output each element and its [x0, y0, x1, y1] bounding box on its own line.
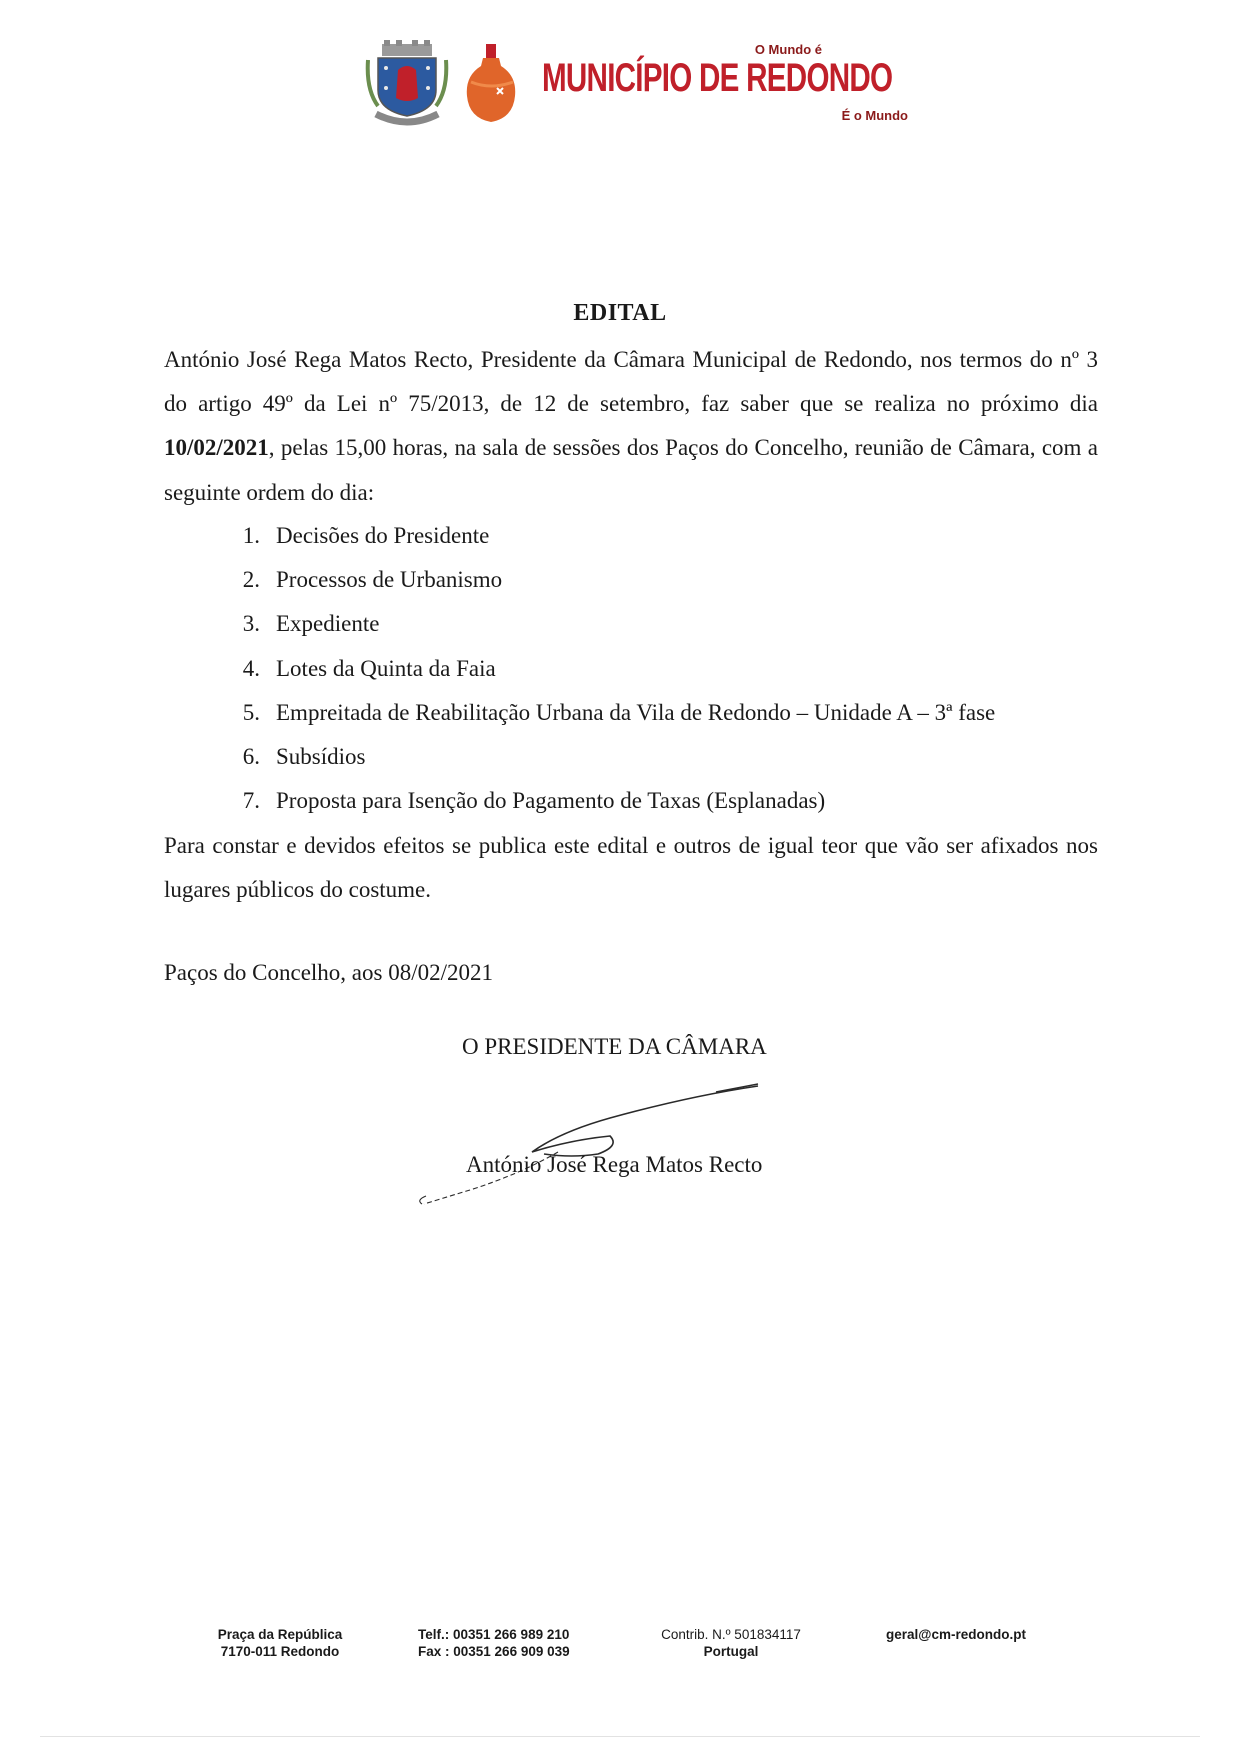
- bottom-divider: [40, 1736, 1200, 1737]
- closing-paragraph: Para constar e devidos efeitos se publica este edital e outros de igual teor que vão ser afixados nos lugares públicos do costume.: [164, 833, 1098, 903]
- brand-tag-top: O Mundo é: [754, 42, 822, 57]
- agenda-item: [236, 691, 1116, 735]
- brand-tag-bottom: É o Mundo: [841, 108, 908, 123]
- agenda-item-text: Empreitada de Reabilitação Urbana da Vila de Redondo – Unidade A – 3ª fase: [276, 699, 996, 725]
- letterhead: [0, 0, 1240, 140]
- footer-address-line1: Praça da República: [217, 1627, 343, 1642]
- signatory-role: O PRESIDENTE DA CÂMARA: [462, 1034, 767, 1059]
- agenda-item-text: Expediente: [276, 611, 380, 637]
- footer-country: Portugal: [703, 1644, 759, 1659]
- agenda-list: [236, 514, 1116, 823]
- footer-tax: [648, 1626, 814, 1660]
- agenda-item: [236, 558, 1116, 602]
- agenda-item-number: 2.: [242, 567, 260, 593]
- footer-address: [206, 1626, 354, 1660]
- agenda-item: [236, 602, 1116, 646]
- clay-jar-icon: [463, 42, 519, 124]
- agenda-item-number: 6.: [242, 743, 260, 769]
- intro-text-part1: António José Rega Matos Recto, Presidente da Câmara Municipal de Redondo, nos termos do nº 3 do artigo 49º da Lei nº 75/2013, de 12 de setembro, faz saber que se realiza no próximo dia: [164, 347, 1098, 417]
- agenda-item: [236, 647, 1116, 691]
- agenda-item: [236, 514, 1116, 558]
- place-date: Paços do Concelho, aos 08/02/2021: [164, 960, 493, 985]
- document-title: EDITAL: [573, 300, 667, 326]
- intro-paragraph: [164, 338, 1098, 515]
- footer-address-line2: 7170-011 Redondo: [220, 1644, 340, 1659]
- agenda-item-number: 5.: [242, 699, 260, 725]
- brand-name: MUNICÍPIO DE REDONDO: [542, 56, 893, 100]
- agenda-item: [236, 779, 1116, 823]
- signatory-name: António José Rega Matos Recto: [466, 1152, 763, 1177]
- footer-fax: Fax : 00351 266 909 039: [418, 1644, 570, 1659]
- brand-wordmark: [540, 40, 910, 130]
- agenda-item-text: Subsídios: [276, 743, 366, 769]
- agenda-item-text: Processos de Urbanismo: [276, 567, 503, 593]
- footer-tel: Telf.: 00351 266 989 210: [418, 1627, 570, 1642]
- agenda-item-text: Lotes da Quinta da Faia: [276, 655, 496, 681]
- intro-text-part2: , pelas 15,00 horas, na sala de sessões dos Paços do Concelho, reunião de Câmara, com a seguinte ordem do dia:: [164, 435, 1098, 505]
- municipal-crest-icon: [364, 40, 450, 126]
- page-footer: [0, 1626, 1240, 1666]
- agenda-item-number: 1.: [242, 523, 260, 548]
- meeting-date: 10/02/2021: [164, 435, 269, 461]
- footer-tax-id: Contrib. N.º 501834117: [661, 1627, 801, 1642]
- agenda-item-text: Decisões do Presidente: [276, 523, 490, 548]
- agenda-item-number: 7.: [242, 788, 260, 814]
- agenda-item-number: 3.: [242, 611, 260, 637]
- handwritten-signature: [410, 1070, 770, 1210]
- footer-email[interactable]: geral@cm-redondo.pt: [886, 1627, 1026, 1642]
- agenda-item-text: Proposta para Isenção do Pagamento de Taxas (Esplanadas): [276, 788, 826, 814]
- agenda-item: [236, 735, 1116, 779]
- footer-phone: [418, 1626, 588, 1660]
- agenda-item-number: 4.: [242, 655, 260, 681]
